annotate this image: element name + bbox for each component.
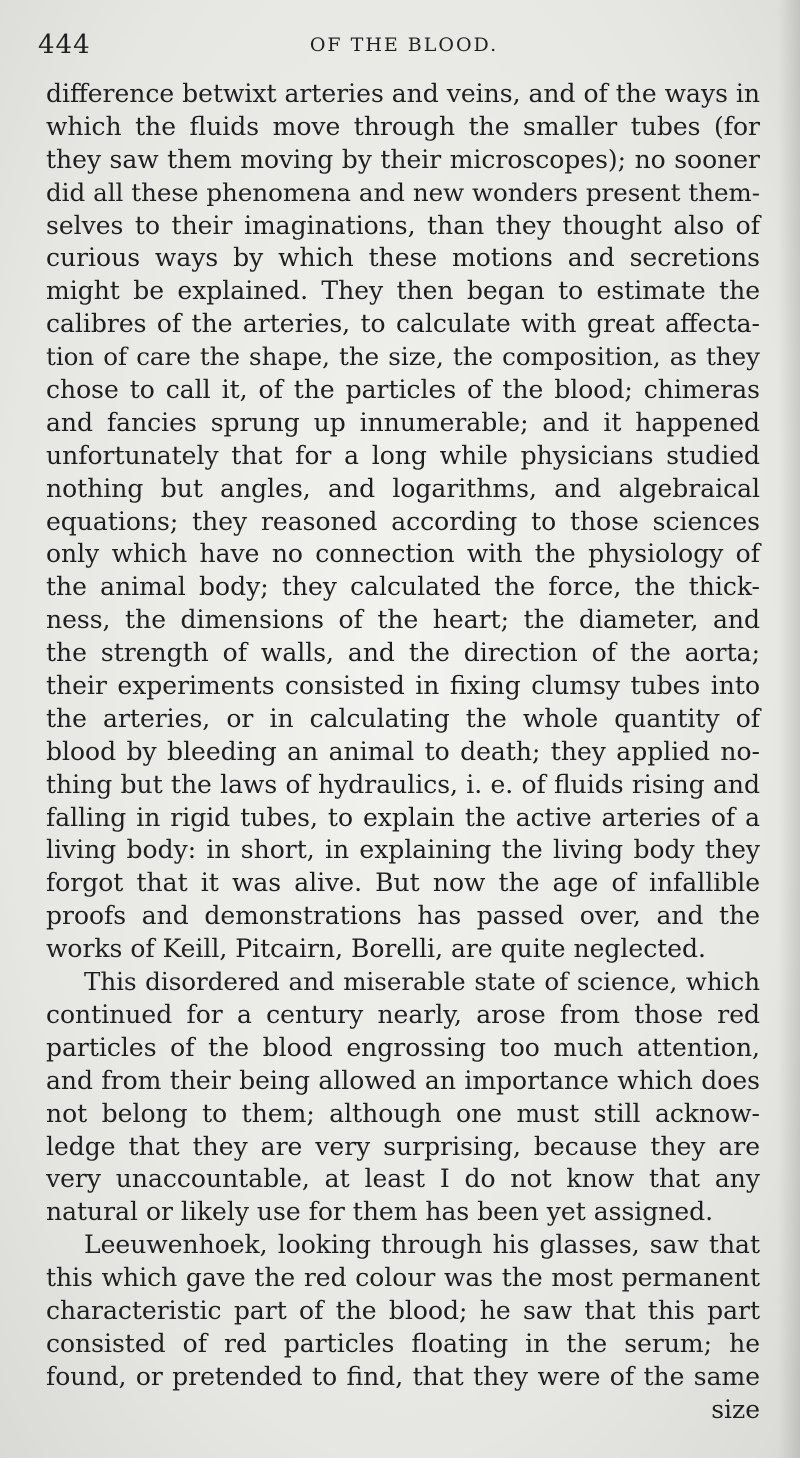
text-line: they saw them moving by their microscopes); no sooner <box>46 144 760 174</box>
text-line: works of Keill, Pitcairn, Borelli, are quite neglected. <box>46 934 706 964</box>
text-line: particles of the blood engrossing too much attention, <box>46 1032 760 1062</box>
text-line: this which gave the red colour was the most permanent <box>46 1263 760 1293</box>
page-edge-shadow <box>778 0 800 1458</box>
text-line: thing but the laws of hydraulics, i. e. of fluids rising and <box>46 769 760 799</box>
text-line: the strength of walls, and the direction of the aorta; <box>46 638 760 668</box>
text-line: and from their being allowed an importance which does <box>46 1065 760 1095</box>
text-line: and fancies sprung up innumerable; and it happened <box>46 407 760 437</box>
text-line: found, or pretended to find, that they were of the same <box>46 1361 760 1391</box>
text-line: nothing but angles, and logarithms, and algebraical <box>46 473 760 503</box>
text-line: proofs and demonstrations has passed over, and the <box>46 901 760 931</box>
text-line: Leeuwenhoek, looking through his glasses, saw that <box>84 1230 760 1260</box>
text-line: did all these phenomena and new wonders present them- <box>46 177 760 207</box>
text-line: only which have no connection with the physiology of <box>46 539 760 569</box>
text-line: their experiments consisted in fixing clumsy tubes into <box>46 671 760 701</box>
text-line: equations; they reasoned according to those sciences <box>46 506 760 536</box>
text-line: ness, the dimensions of the heart; the diameter, and <box>46 605 760 635</box>
text-line: chose to call it, of the particles of the blood; chimeras <box>46 375 760 405</box>
running-head: OF THE BLOOD. <box>309 34 499 56</box>
page-header <box>38 30 770 62</box>
body-text <box>46 78 760 1427</box>
text-line: the animal body; they calculated the force, the thick- <box>46 572 760 602</box>
text-line: ledge that they are very surprising, because they are <box>46 1131 760 1161</box>
text-line: difference betwixt arteries and veins, and of the ways in <box>46 79 760 108</box>
text-line: characteristic part of the blood; he saw that this part <box>46 1295 760 1325</box>
text-line: the arteries, or in calculating the whole quantity of <box>46 703 760 733</box>
text-line: forgot that it was alive. But now the age of infallible <box>46 868 760 898</box>
text-line: which the fluids move through the smaller tubes (for <box>46 111 760 141</box>
page-number: 444 <box>38 30 91 60</box>
text-line: might be explained. They then began to estimate the <box>46 276 760 306</box>
text-line: selves to their imaginations, than they thought also of <box>46 210 760 240</box>
text-line: continued for a century nearly, arose from those red <box>46 999 760 1029</box>
text-line: blood by bleeding an animal to death; they applied no- <box>46 736 760 766</box>
text-line: tion of care the shape, the size, the composition, as they <box>46 342 760 372</box>
text-line: This disordered and miserable state of science, which <box>84 967 760 997</box>
text-line: very unaccountable, at least I do not know that any <box>46 1164 760 1194</box>
text-line: curious ways by which these motions and secretions <box>46 243 760 273</box>
text-line: size <box>711 1394 760 1424</box>
text-line: calibres of the arteries, to calculate with great affecta- <box>46 309 760 339</box>
text-line: living body: in short, in explaining the living body they <box>46 835 760 865</box>
text-line: natural or likely use for them has been yet assigned. <box>46 1197 714 1227</box>
text-line: consisted of red particles floating in the serum; he <box>46 1328 760 1358</box>
text-line: not belong to them; although one must still acknow- <box>46 1098 760 1128</box>
text-line: unfortunately that for a long while physicians studied <box>46 440 760 470</box>
text-line: falling in rigid tubes, to explain the active arteries of a <box>46 802 760 832</box>
